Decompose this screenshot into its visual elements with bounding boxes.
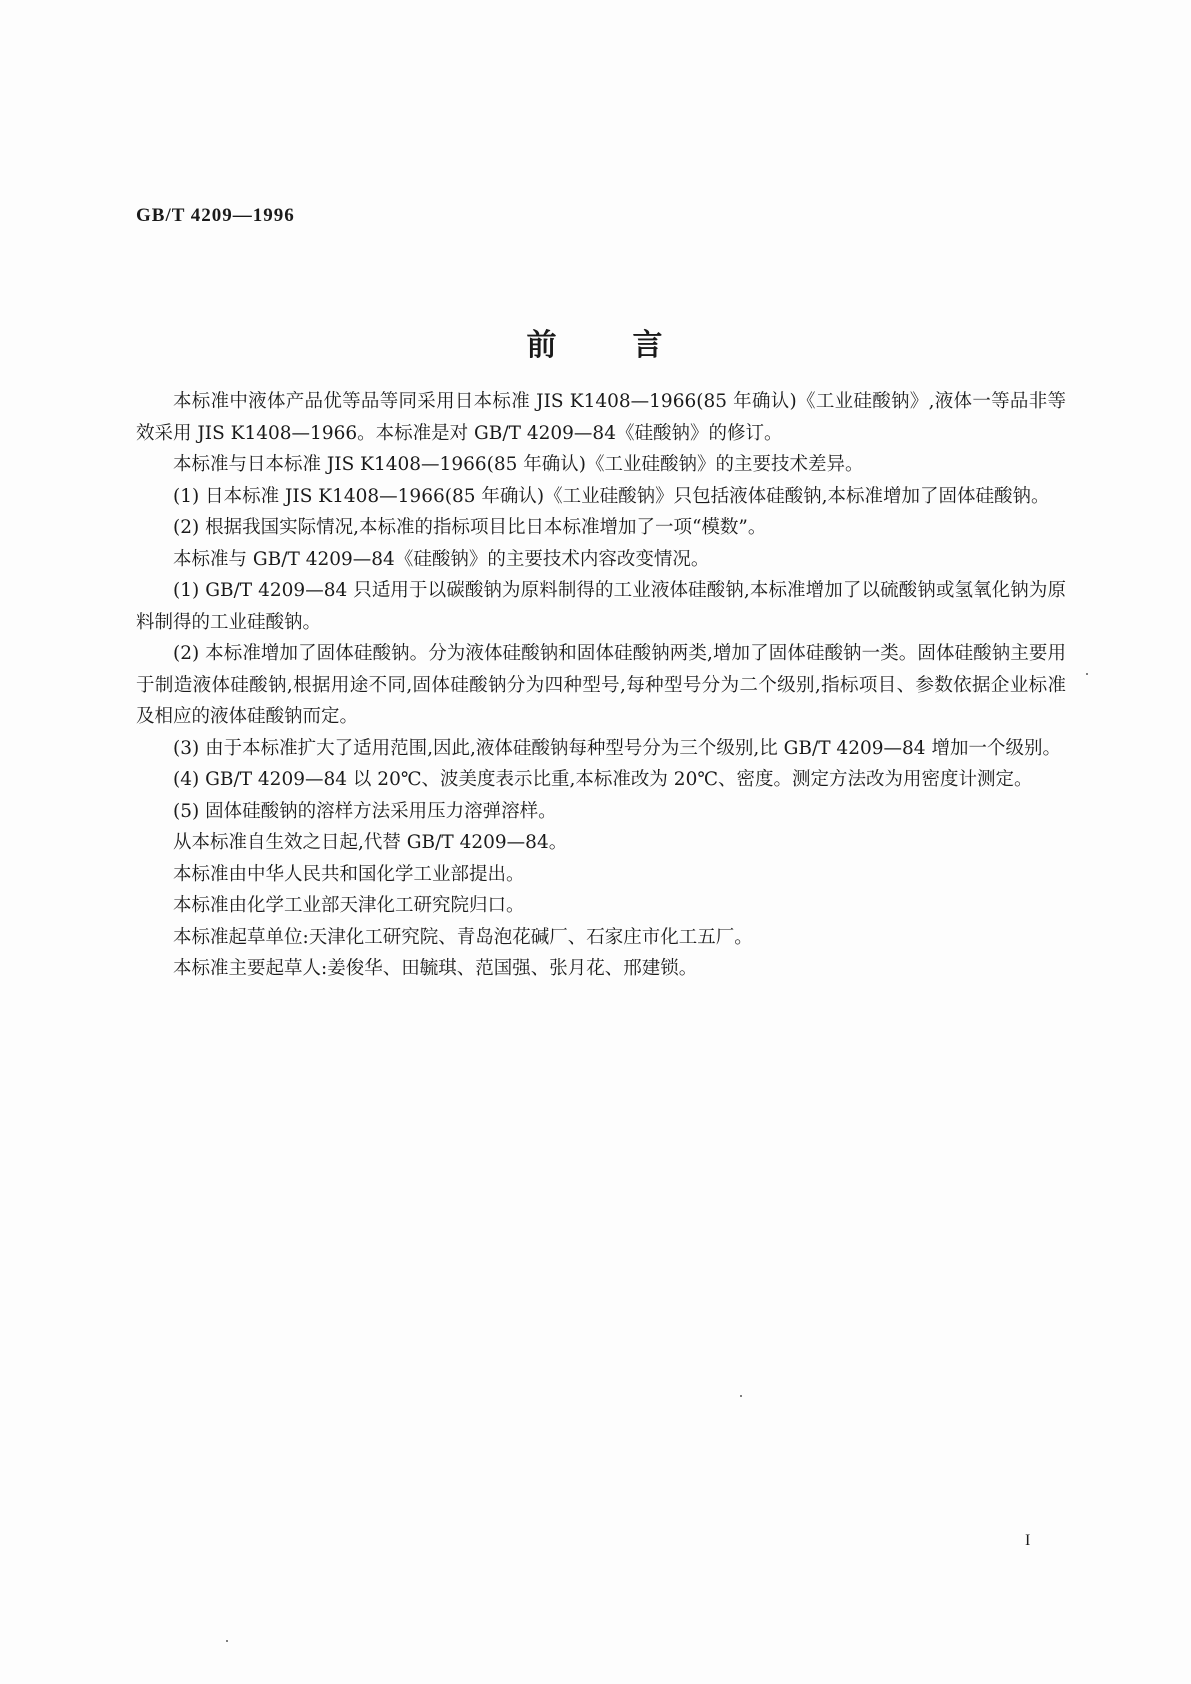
- standard-code: GB/T 4209—1996: [136, 205, 295, 226]
- title-char-1: 前: [526, 328, 559, 363]
- page-number: I: [1025, 1532, 1031, 1549]
- paragraph: (4) GB/T 4209—84 以 20℃、波美度表示比重,本标准改为 20℃、密度。测定方法改为用密度计测定。: [173, 769, 1033, 790]
- paragraph: (5) 固体硅酸钠的溶样方法采用压力溶弹溶样。: [173, 800, 557, 822]
- title-char-2: 言: [632, 328, 665, 363]
- paragraph: 本标准由中华人民共和国化学工业部提出。: [173, 863, 525, 885]
- paragraph: 本标准起草单位:天津化工研究院、青岛泡花碱厂、石家庄市化工五厂。: [173, 926, 753, 948]
- paragraph: (1) GB/T 4209—84 只适用于以碳酸钠为原料制得的工业液体硅酸钠,本标准增加了以硫酸钠或氢氧化钠为原料制得的工业硅酸钠。: [136, 580, 1066, 633]
- paragraph: 本标准主要起草人:姜俊华、田毓琪、范国强、张月花、邢建锁。: [173, 958, 698, 979]
- page-title: [0, 320, 1191, 364]
- paragraph: 本标准由化学工业部天津化工研究院归口。: [173, 895, 525, 916]
- scan-speck: [740, 1395, 742, 1397]
- foreword-body: [136, 386, 1066, 985]
- paragraph: (2) 根据我国实际情况,本标准的指标项目比日本标准增加了一项“模数”。: [173, 517, 767, 538]
- paragraph: 本标准中液体产品优等品等同采用日本标准 JIS K1408—1966(85 年确认)《工业硅酸钠》,液体一等品非等效采用 JIS K1408—1966。本标准是对 GB/T 4209—84《硅酸钠》的修订。: [136, 391, 1066, 444]
- paragraph: (3) 由于本标准扩大了适用范围,因此,液体硅酸钠每种型号分为三个级别,比 GB/T 4209—84 增加一个级别。: [173, 737, 1061, 759]
- scan-speck: [226, 1640, 228, 1642]
- paragraph: 本标准与日本标准 JIS K1408—1966(85 年确认)《工业硅酸钠》的主要技术差异。: [173, 454, 864, 475]
- paragraph: 本标准与 GB/T 4209—84《硅酸钠》的主要技术内容改变情况。: [173, 548, 710, 570]
- paragraph: 从本标准自生效之日起,代替 GB/T 4209—84。: [173, 832, 568, 853]
- scan-speck: [1086, 673, 1088, 675]
- paragraph: (2) 本标准增加了固体硅酸钠。分为液体硅酸钠和固体硅酸钠两类,增加了固体硅酸钠一类。固体硅酸钠主要用于制造液体硅酸钠,根据用途不同,固体硅酸钠分为四种型号,每种型号分为二个级别,指标项目、参数依据企业标准及相应的液体硅酸钠而定。: [136, 643, 1066, 727]
- paragraph: (1) 日本标准 JIS K1408—1966(85 年确认)《工业硅酸钠》只包括液体硅酸钠,本标准增加了固体硅酸钠。: [173, 485, 1050, 507]
